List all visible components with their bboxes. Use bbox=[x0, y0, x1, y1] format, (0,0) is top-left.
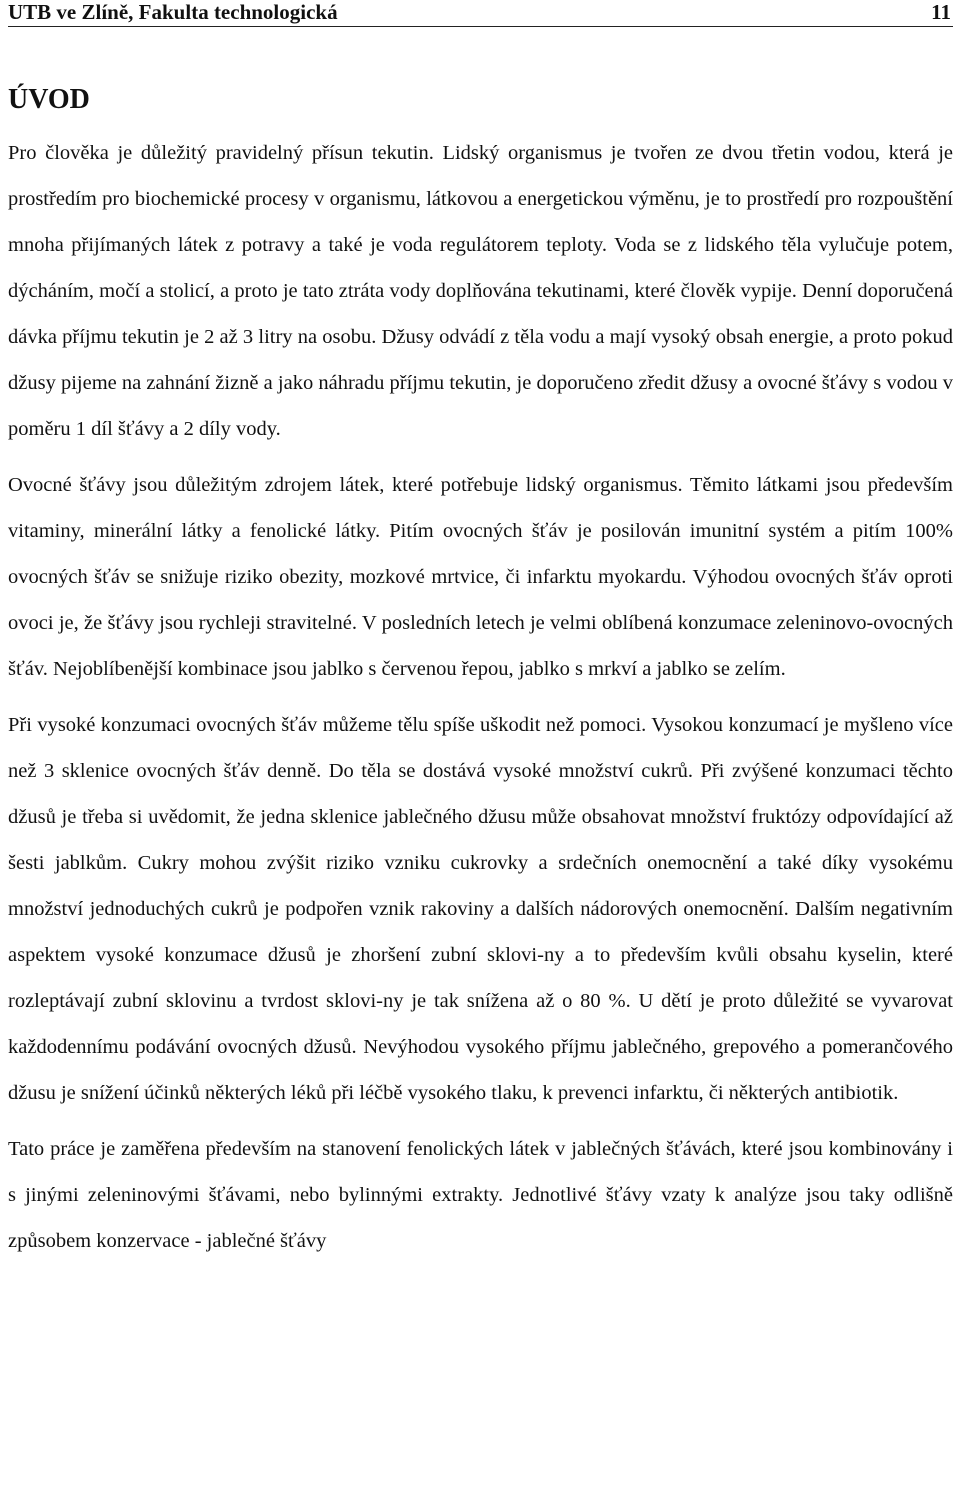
header-institution: UTB ve Zlíně, Fakulta technologická bbox=[8, 0, 338, 24]
header-page-number: 11 bbox=[931, 0, 951, 24]
running-header bbox=[8, 0, 953, 27]
paragraph-intro: Pro člověka je důležitý pravidelný přísun tekutin. Lidský organismus je tvořen ze dvou třetin vodou, která je prostředím pro biochemické procesy v organismu, látkovou a energetickou výměnu, je to prostředí pro rozpouštění mnoha přijímaných látek z potravy a také je voda regulátorem teploty. Voda se z lidského těla vylučuje potem, dýcháním, močí a stolicí, a proto je tato ztráta vody doplňována tekutinami, které člověk vypije. Denní doporučená dávka příjmu tekutin je 2 až 3 litry na osobu. Džusy odvádí z těla vodu a mají vysoký obsah energie, a proto pokud džusy pijeme na zahnání žizně a jako náhradu příjmu tekutin, je doporučeno zředit džusy a ovocné šťávy s vodou v poměru 1 díl šťávy a 2 díly vody. bbox=[8, 142, 953, 440]
paragraph-high-consumption: Při vysoké konzumaci ovocných šťáv můžeme tělu spíše uškodit než pomoci. Vysokou konzumací je myšleno více než 3 sklenice ovocných šťáv denně. Do těla se dostává vysoké množství cukrů. Při zvýšené konzumaci těchto džusů je třeba si uvědomit, že jedna sklenice jablečného džusu může obsahovat množství fruktózy odpovídající až šesti jablkům. Cukry mohou zvýšit riziko vzniku cukrovky a srdečních onemocnění a také díky vysokému množství jednoduchých cukrů je podpořen vznik rakoviny a dalších nádorových onemocnění. Dalším negativním aspektem vysoké konzumace džusů je zhoršení zubní sklovi-ny a to především kvůli obsahu kyselin, které rozleptávají zubní sklovinu a tvrdost sklovi-ny je tak snížena až o 80 %. U dětí je proto důležité se vyvarovat každodennímu podávání ovocných džusů. Nevýhodou vysokého příjmu jablečného, grepového a pomerančového džusu je snížení účinků některých léků při léčbě vysokého tlaku, k prevenci infarktu, či některých antibiotik. bbox=[8, 714, 953, 1104]
chapter-title: ÚVOD bbox=[8, 84, 90, 115]
paragraph-thesis-aim: Tato práce je zaměřena především na stanovení fenolických látek v jablečných šťávách, které jsou kombinovány i s jinými zeleninovými šťávami, nebo bylinnými extrakty. Jednotlivé šťávy vzaty k analýze jsou taky odlišně způsobem konzervace - jablečné šťávy bbox=[8, 1138, 953, 1252]
document-page bbox=[8, 0, 953, 1264]
paragraph-fruit-juices: Ovocné šťávy jsou důležitým zdrojem látek, které potřebuje lidský organismus. Těmito látkami jsou především vitaminy, minerální látky a fenolické látky. Pitím ovocných šťáv je posilován imunitní systém a pitím 100% ovocných šťáv se snižuje riziko obezity, mozkové mrtvice, či infarktu myokardu. Výhodou ovocných šťáv oproti ovoci je, že šťávy jsou rychleji stravitelné. V posledních letech je velmi oblíbená konzumace zeleninovo-ovocných šťáv. Nejoblíbenější kombinace jsou jablko s červenou řepou, jablko s mrkví a jablko se zelím. bbox=[8, 474, 953, 680]
